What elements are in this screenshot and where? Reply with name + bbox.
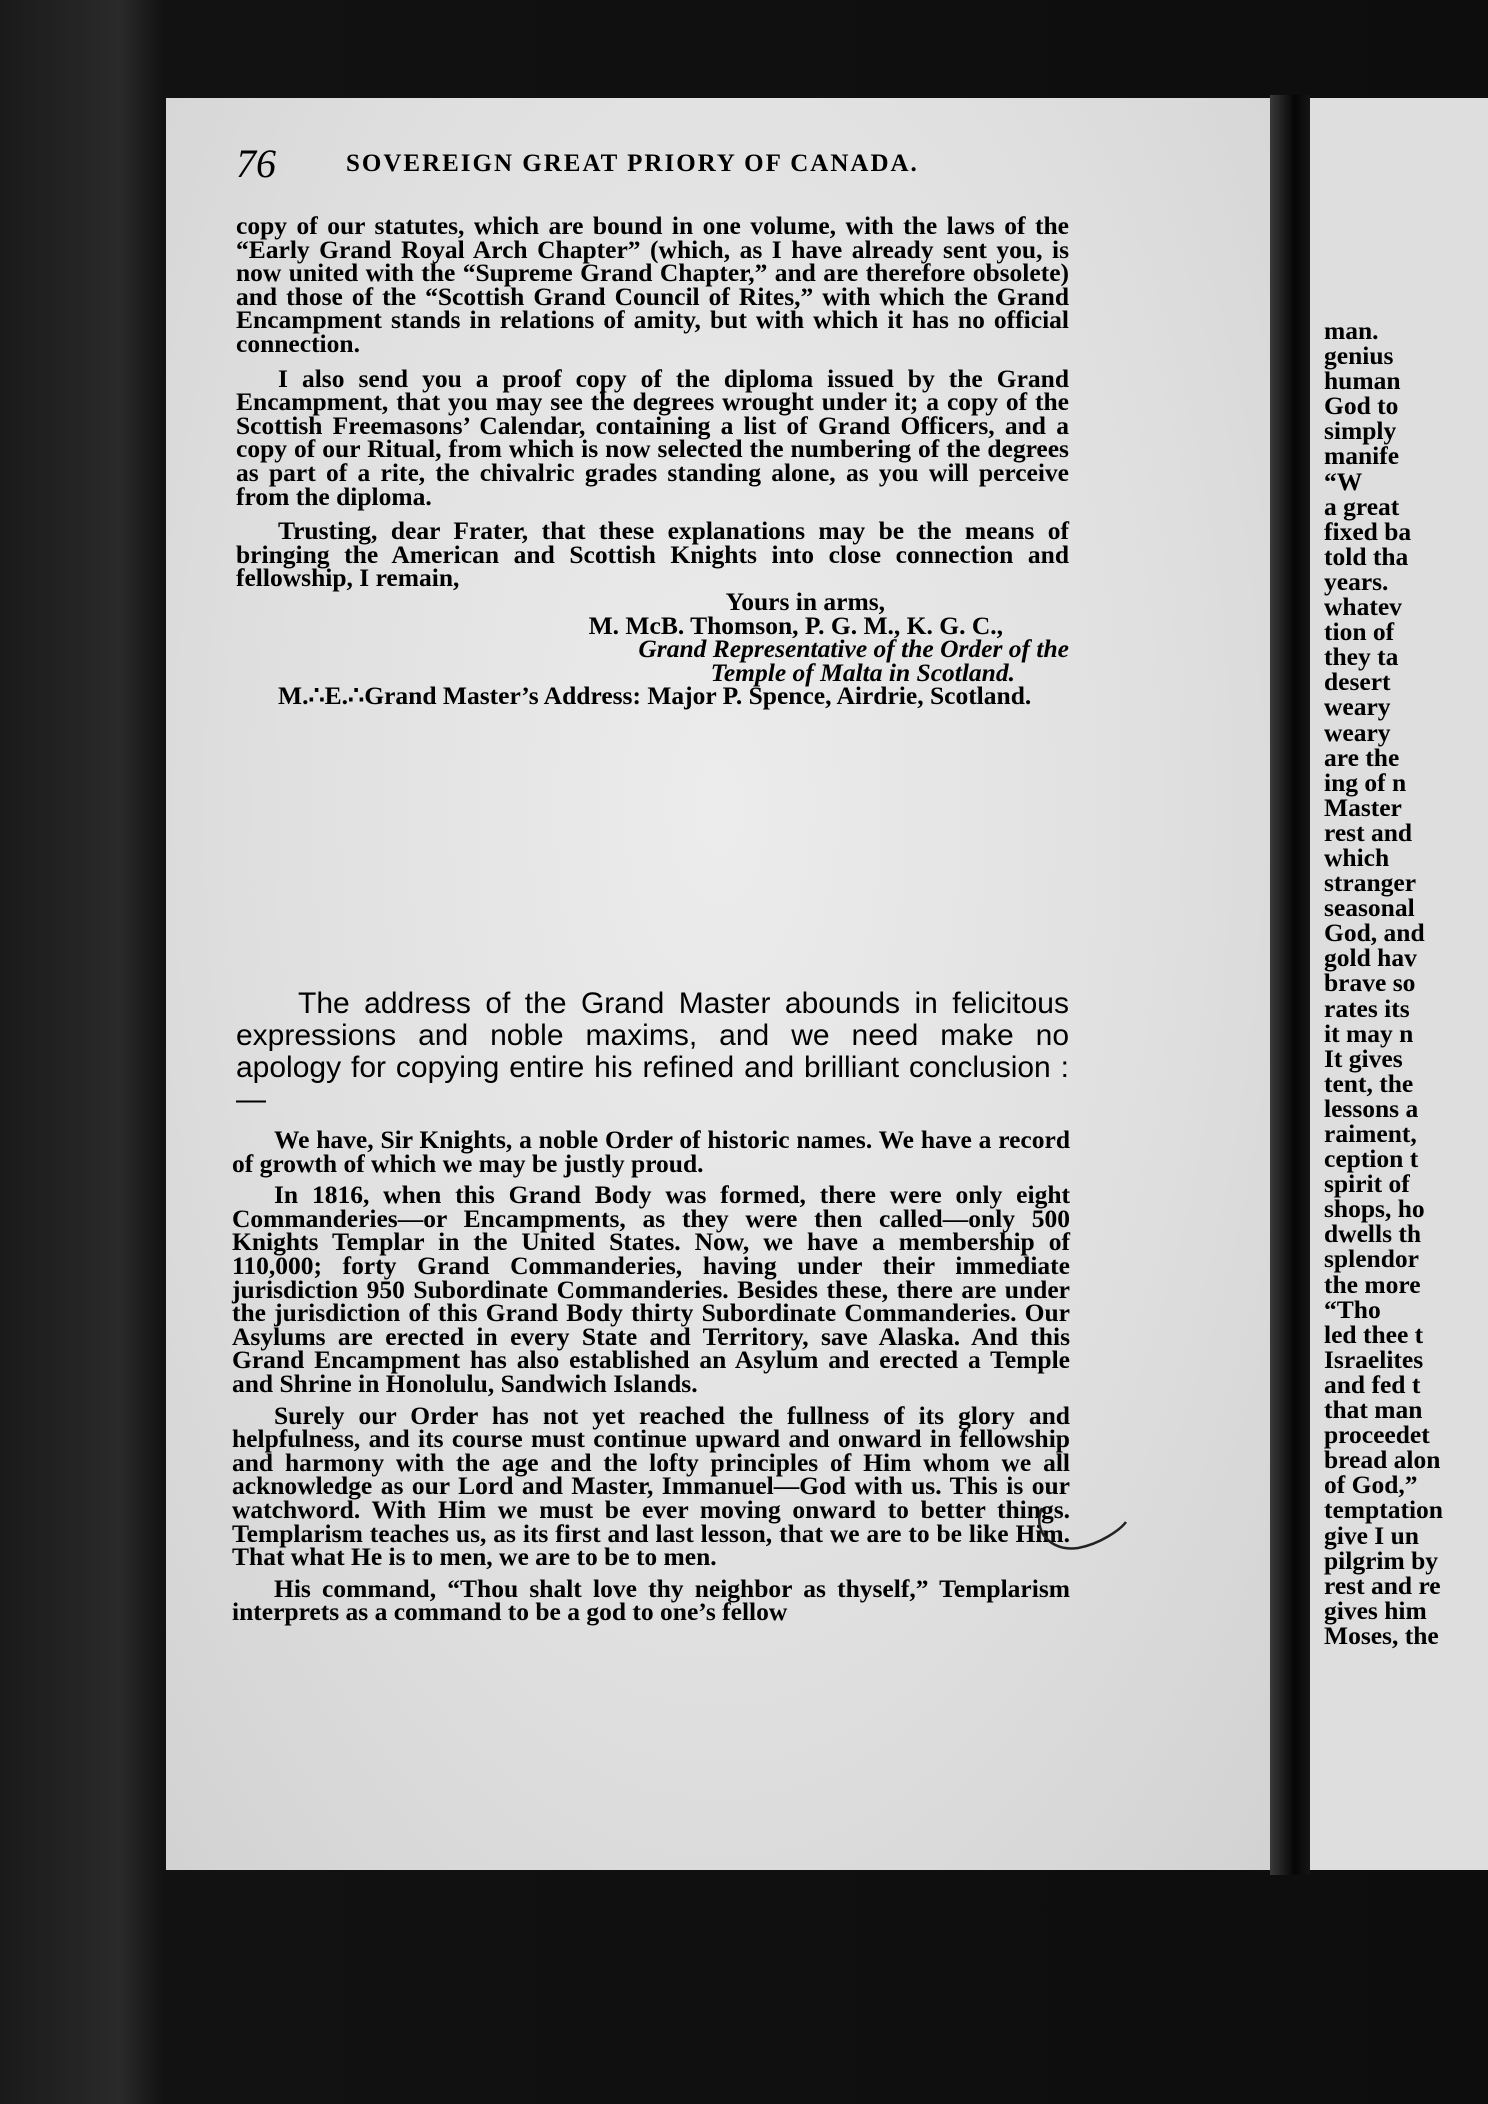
facing-page-line: human	[1324, 366, 1401, 396]
facing-page-line: gold hav	[1324, 943, 1417, 973]
letter-paragraph: copy of our statutes, which are bound in one volume, with the laws of the “Early Grand Royal Arch Chapter” (which, as I have already sent you, is now united with the “Supreme Grand Chapter,” and are therefore obsolete) and those of the “Scottish Grand Council of Rites,” with which the Grand Encampment stands in relations of amity, but with which it has no official connection.	[236, 211, 1069, 358]
page-number: 76	[236, 141, 276, 186]
facing-page-line: of God,”	[1324, 1470, 1418, 1500]
facing-page-line: whatev	[1324, 592, 1402, 622]
facing-page-line: tent, the	[1324, 1068, 1414, 1098]
facing-page-line: God, and	[1324, 918, 1425, 948]
facing-page-line: the more	[1324, 1269, 1421, 1299]
facing-page-line: gives him	[1324, 1595, 1427, 1625]
facing-page-line: bread alon	[1324, 1445, 1441, 1475]
facing-page-line: Moses, the	[1324, 1620, 1439, 1650]
quote-paragraph: We have, Sir Knights, a noble Order of historic names. We have a record of growth of which we may be justly proud.	[232, 1125, 1070, 1178]
facing-page-line: temptation	[1324, 1495, 1443, 1525]
pen-mark-icon	[1030, 1500, 1130, 1560]
signer-title-line: Grand Representative of the Order of the	[638, 634, 1069, 664]
facing-page-line: rest and re	[1324, 1570, 1441, 1600]
facing-page-line: give I un	[1324, 1520, 1419, 1550]
facing-page-line: shops, ho	[1324, 1194, 1425, 1224]
facing-page-line: Master	[1324, 792, 1402, 822]
facing-page-line: seasonal	[1324, 893, 1415, 923]
facing-page-line: rest and	[1324, 817, 1413, 847]
facing-page-line: simply	[1324, 416, 1397, 446]
running-head: SOVEREIGN GREAT PRIORY OF CANADA.	[346, 150, 919, 177]
facing-page-line: weary	[1324, 692, 1391, 722]
facing-page-line: fixed ba	[1324, 516, 1412, 546]
facing-page-line: pilgrim by	[1324, 1545, 1439, 1575]
quote-paragraph: His command, “Thou shalt love thy neighbor as thyself,” Templarism interprets as a command to be a god to one’s fellow	[232, 1573, 1070, 1627]
facing-page-line: man.	[1324, 316, 1379, 345]
quoted-address	[232, 1125, 1070, 1632]
address-heading: M.∴E.∴Grand Master’s Address: Major P. Spence, Airdrie, Scotland.	[278, 681, 1032, 711]
facing-page-line: brave so	[1324, 968, 1416, 998]
facing-page-line: tion of	[1324, 617, 1395, 647]
letter-paragraph: Trusting, dear Frater, that these explanations may be the means of bringing the American and Scottish Knights into close connection and fellowship, I remain,	[236, 516, 1069, 593]
facing-page-line: raiment,	[1324, 1119, 1417, 1148]
facing-page-line: ing of n	[1324, 767, 1407, 797]
facing-page-line: rates its	[1324, 993, 1410, 1023]
facing-page-edge	[1310, 98, 1488, 1870]
facing-page-line: It gives	[1324, 1043, 1403, 1073]
letter-signer: M. McB. Thomson, P. G. M., K. G. C.,	[588, 610, 1003, 640]
facing-page-line: “W	[1324, 466, 1363, 496]
facing-page-line: proceedet	[1324, 1420, 1430, 1450]
facing-page-line: they ta	[1324, 642, 1399, 672]
signer-title	[236, 634, 1069, 687]
quote-paragraph: Surely our Order has not yet reached the fullness of its glory and helpfulness, and its course must continue upward and onward in fellowship and harmony with the age and the lofty principles of Him whom we all acknowledge as our Lord and Master, Immanuel—God with us. This is our watchword. With Him we must be ever moving onward to better things. Templarism teaches us, as its first and last lesson, that we are to be like Him. That what He is to men, we are to be to men.	[232, 1400, 1070, 1572]
quote-paragraph: In 1816, when this Grand Body was formed, there were only eight Commanderies—or Encampments, as they were then called—only 500 Knights Templar in the United States. Now, we have a membership of 110,000; forty Grand Commanderies, having under their immediate jurisdiction 950 Subordinate Commanderies. Besides these, there are under the jurisdiction of this Grand Body thirty Subordinate Commanderies. Our Asylums are erected in every State and Territory, save Alaska. And this Grand Encampment has also established an Asylum and erected a Temple and Shrine in Honolulu, Sandwich Islands.	[232, 1180, 1070, 1398]
letter-closing: Yours in arms,	[725, 586, 885, 616]
facing-page-line: told tha	[1324, 541, 1409, 571]
facing-page-line: splendor	[1324, 1244, 1419, 1274]
facing-page-line: years.	[1324, 566, 1389, 596]
facing-page-line: manife	[1324, 441, 1400, 471]
letter-paragraph: I also send you a proof copy of the diploma issued by the Grand Encampment, that you may see the degrees wrought under it; a copy of the Scottish Freemasons’ Calendar, containing a list of Grand Officers, and a copy of our Ritual, from which is now selected the numbering of the degrees as part of a rite, the chivalric grades standing alone, as you will perceive from the diploma.	[236, 363, 1069, 511]
facing-page-line: a great	[1324, 491, 1400, 521]
facing-page-line: and fed t	[1324, 1369, 1421, 1399]
letter-text	[236, 211, 1069, 711]
facing-page-line: “Tho	[1324, 1294, 1381, 1324]
facing-page-line: weary	[1324, 717, 1391, 747]
facing-page-line: stranger	[1324, 868, 1417, 898]
facing-page-line: lessons a	[1324, 1093, 1419, 1123]
signer-title-line: Temple of Malta in Scotland.	[710, 657, 1015, 687]
facing-page-lines	[1324, 318, 1443, 1648]
editorial-intro: The address of the Grand Master abounds in felicitous expressions and noble maxims, and we need make no apology for copying entire his refined and brilliant conclusion :—	[236, 987, 1069, 1116]
facing-page-line: that man	[1324, 1395, 1423, 1425]
facing-page-line: dwells th	[1324, 1219, 1422, 1249]
facing-page-line: which	[1324, 842, 1390, 872]
facing-page-line: God to	[1324, 391, 1399, 421]
facing-page-line: are the	[1324, 742, 1400, 772]
facing-page-line: Israelites	[1324, 1344, 1424, 1374]
facing-page-line: it may n	[1324, 1018, 1414, 1048]
facing-page-line: ception t	[1324, 1144, 1419, 1174]
facing-page-line: spirit of	[1324, 1169, 1410, 1199]
facing-page-line: led thee t	[1324, 1319, 1424, 1349]
facing-page-line: genius	[1324, 341, 1394, 371]
book-gutter	[1270, 95, 1310, 1875]
facing-page-line: desert	[1324, 667, 1391, 697]
